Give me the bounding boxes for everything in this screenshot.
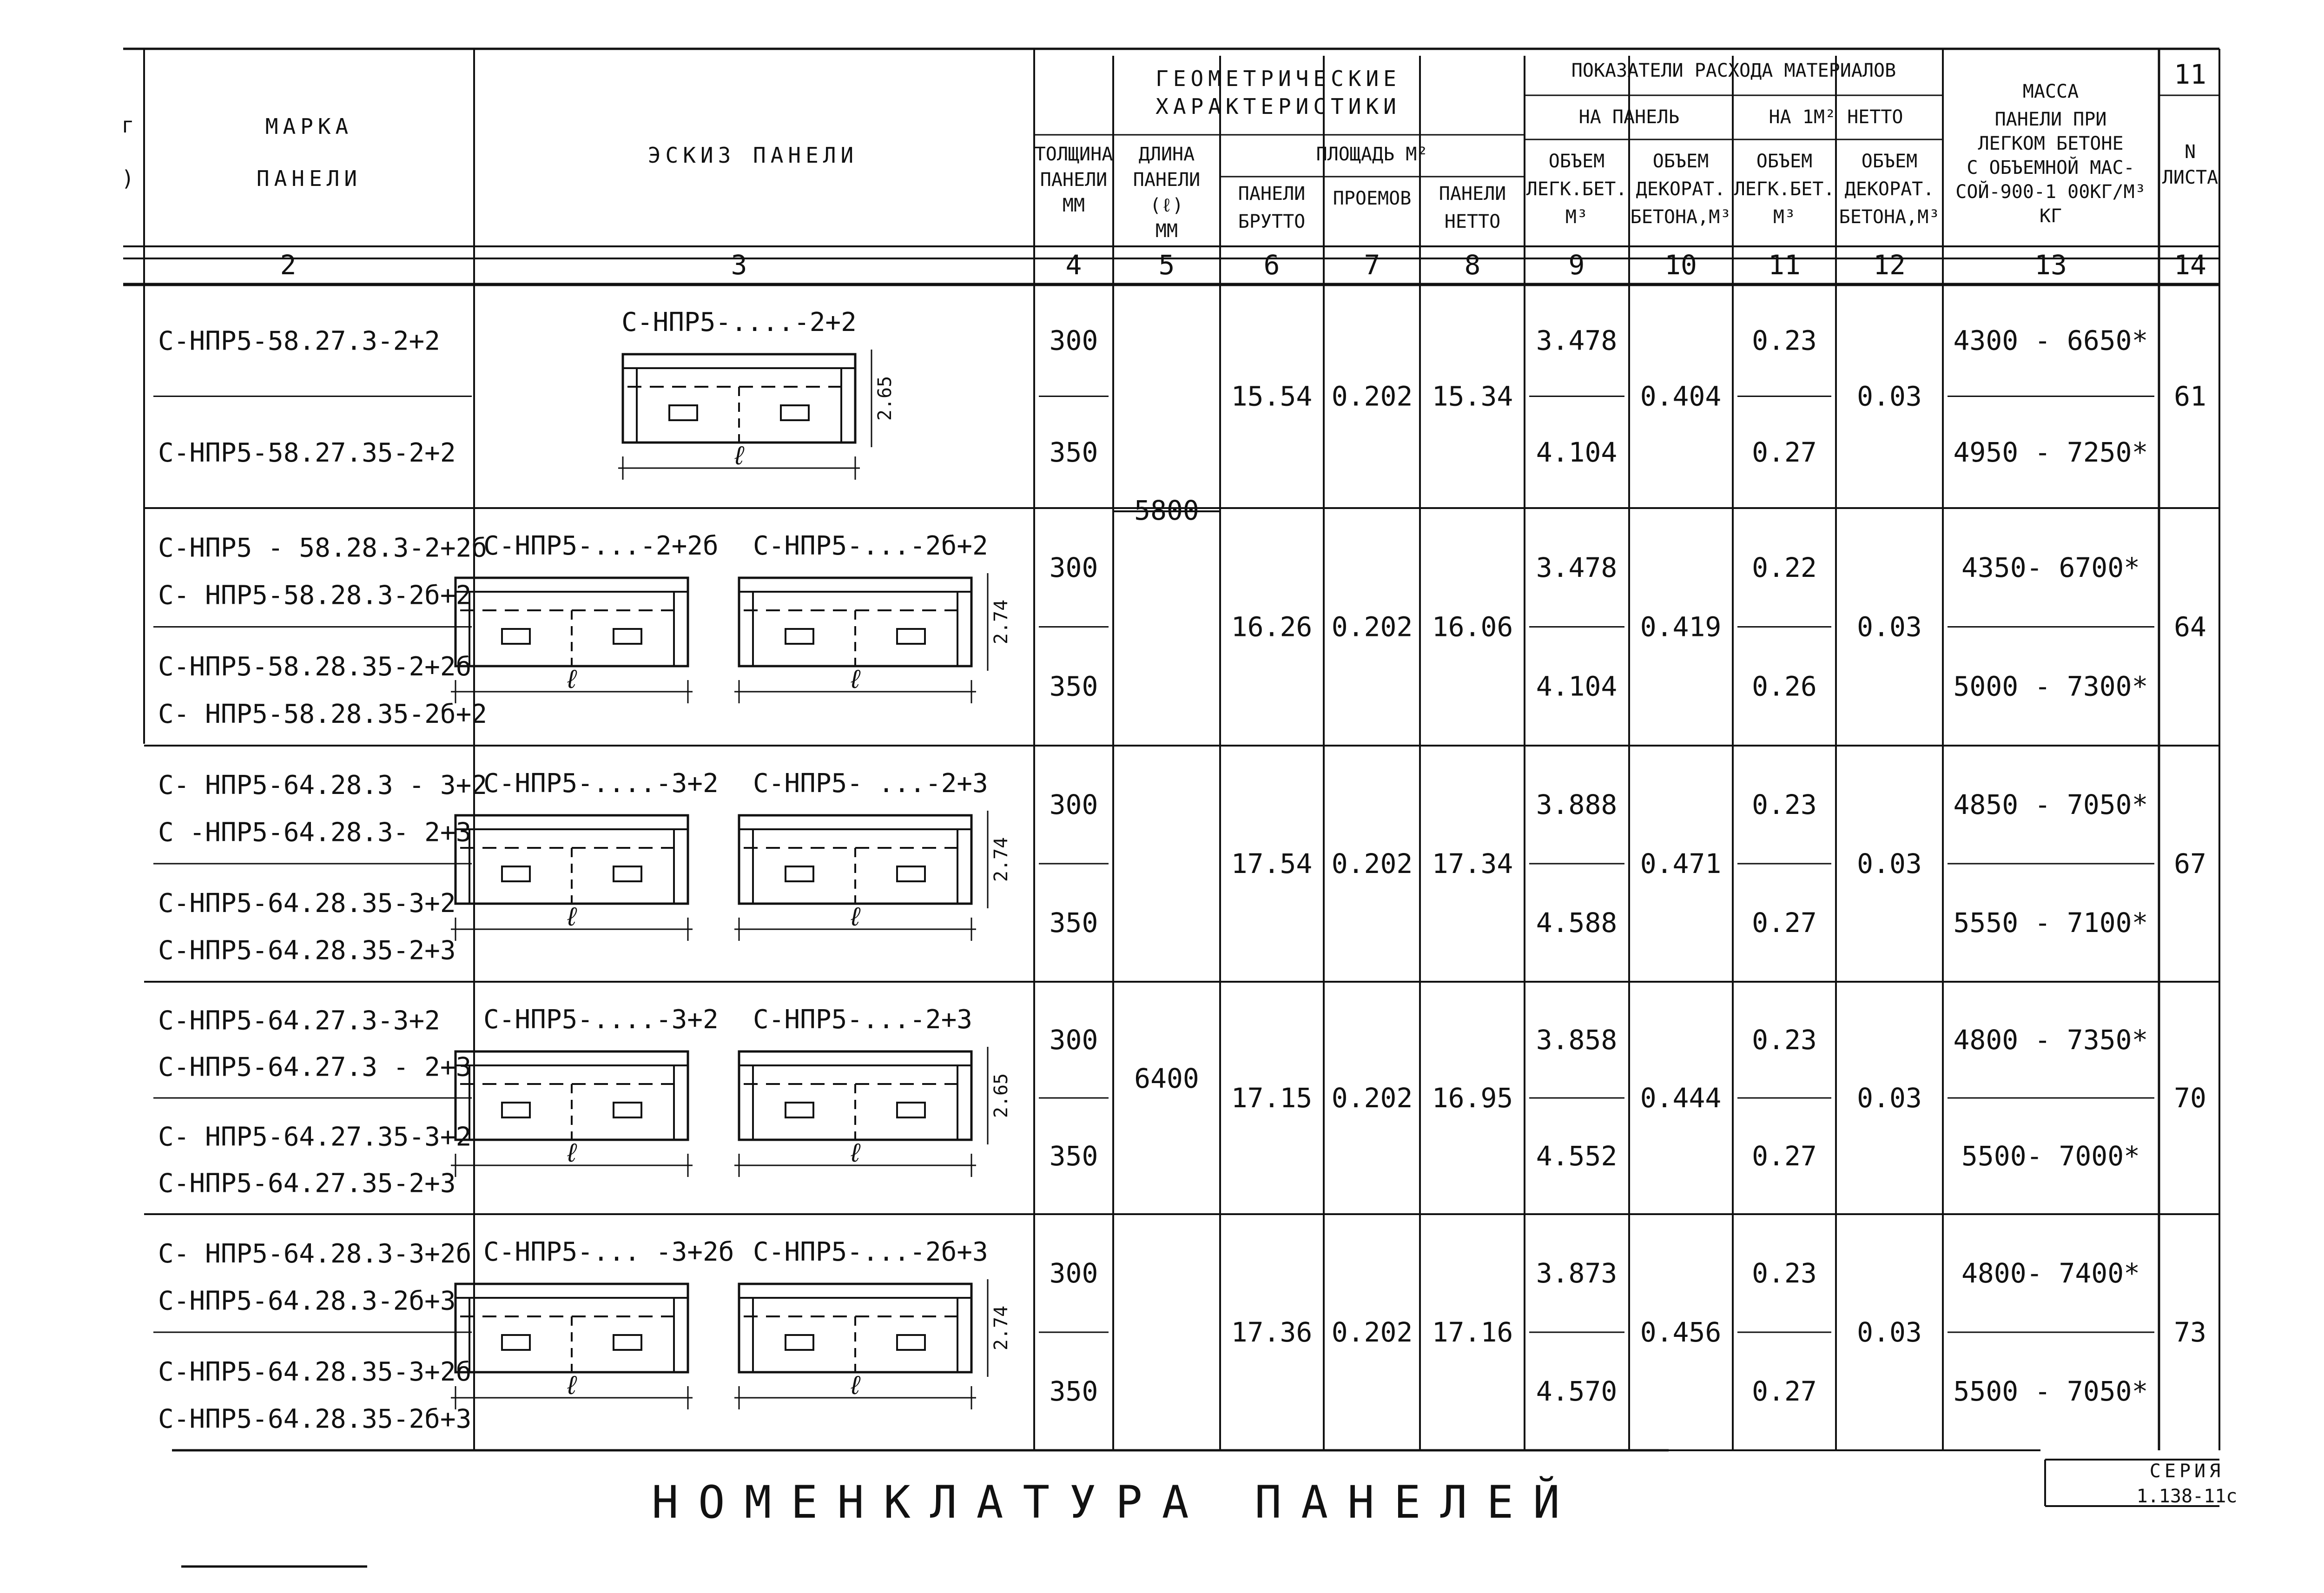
sheet-ref: 73 [2174, 1316, 2206, 1348]
vol_decor-header: ДЕКОРАТ. [1844, 178, 1934, 200]
length-header: ДЛИНА [1138, 144, 1195, 165]
sketch-label: С-НПР5-...-2б+3 [753, 1237, 988, 1267]
decor-per-panel: 0.404 [1640, 380, 1722, 412]
sheet-ref: 70 [2174, 1082, 2206, 1114]
window-opening [614, 1103, 641, 1117]
panel-mark: С- НПР5-58.28.35-2б+2 [158, 699, 488, 730]
height-dimension: 2.74 [990, 1305, 1012, 1351]
volume-per-m2: 0.23 [1752, 789, 1817, 820]
panel-mass: 5550 - 7100* [1953, 907, 2148, 939]
vol_decor-header: БЕТОНА,М³ [1839, 206, 1940, 228]
area-net: 15.34 [1432, 380, 1513, 412]
sheet-ref: 64 [2174, 611, 2206, 643]
per-m2-header: НА 1М² НЕТТО [1769, 106, 1903, 128]
net-header: ПАНЕЛИ [1439, 183, 1506, 205]
volume-per-m2: 0.27 [1752, 436, 1817, 468]
vol_decor-header: БЕТОНА,М³ [1630, 206, 1731, 228]
sketch-label: С-НПР5-...-2+2б [483, 531, 719, 561]
sheet-ref: 61 [2174, 380, 2206, 412]
panel-mass: 4950 - 7250* [1953, 436, 2148, 468]
thickness-value: 300 [1049, 551, 1098, 583]
column-number: 13 [2034, 249, 2067, 281]
per-panel-header: НА ПАНЕЛЬ [1578, 106, 1680, 128]
length-symbol: ℓ [847, 902, 863, 932]
panel-mass: 4800 - 7350* [1953, 1024, 2148, 1056]
area-openings: 0.202 [1331, 1082, 1413, 1114]
sketch-label: С-НПР5-... -3+2б [483, 1237, 734, 1267]
panel-mark: С- НПР5-64.27.35-3+2 [158, 1122, 472, 1152]
area-gross: 16.26 [1231, 611, 1313, 643]
height-dimension: 2.74 [990, 837, 1012, 882]
volume-per-panel: 3.888 [1536, 789, 1618, 820]
window-opening [502, 866, 530, 881]
window-opening [786, 866, 813, 881]
area-net: 16.06 [1432, 611, 1513, 643]
column-number: 14 [2174, 249, 2206, 281]
gross-header: БРУТТО [1238, 211, 1306, 232]
volume-per-m2: 0.23 [1752, 1024, 1817, 1056]
geom-header-2: ХАРАКТЕРИСТИКИ [1155, 94, 1401, 119]
column-number: 3 [731, 249, 747, 281]
area-net: 16.95 [1432, 1082, 1513, 1114]
panel-mass: 5500 - 7050* [1953, 1375, 2148, 1407]
vol_light-header: ОБЪЕМ [1548, 151, 1605, 172]
volume-per-panel: 4.552 [1536, 1140, 1618, 1172]
sketch-label: С-НПР5-....-3+2 [483, 768, 719, 799]
volume-per-m2: 0.23 [1752, 324, 1817, 357]
thickness-value: 300 [1049, 1257, 1098, 1289]
window-opening [502, 1103, 530, 1117]
volume-per-panel: 3.873 [1536, 1257, 1618, 1289]
volume-per-m2: 0.27 [1752, 907, 1817, 939]
sheet-ref: 67 [2174, 848, 2206, 879]
area-net: 17.34 [1432, 848, 1513, 879]
panel-mark: С-НПР5-64.27.3-3+2 [158, 1005, 440, 1036]
sheet-col-header: N [2184, 141, 2196, 163]
column-number: 4 [1065, 249, 1082, 281]
area-openings: 0.202 [1331, 1316, 1413, 1348]
decor-per-m2: 0.03 [1857, 848, 1922, 879]
window-opening [786, 629, 813, 644]
mass-header: КГ [2039, 205, 2062, 227]
panel-mark: С-НПР5-58.27.35-2+2 [158, 437, 456, 468]
length-symbol: ℓ [564, 902, 580, 932]
window-opening [897, 1335, 925, 1350]
panel-mark: С- НПР5-64.28.3-3+2б [158, 1238, 472, 1269]
panel-mark: С-НПР5-64.27.3 - 2+3 [158, 1052, 472, 1083]
panel-length: 5800 [1134, 495, 1199, 526]
vol_decor-header: ОБЪЕМ [1861, 151, 1918, 172]
decor-per-panel: 0.471 [1640, 848, 1722, 879]
volume-per-panel: 4.570 [1536, 1375, 1618, 1407]
sketch-label: С-НПР5- ...-2+3 [753, 768, 988, 799]
column-number: 6 [1263, 249, 1280, 281]
gross-header: ПАНЕЛИ [1238, 183, 1306, 205]
column-number: 9 [1568, 249, 1585, 281]
panel-mark: С-НПР5-64.28.35-2б+3 [158, 1404, 472, 1434]
vol_light-header: ЛЕГК.БЕТ. [1734, 178, 1835, 200]
window-opening [781, 405, 809, 420]
panel-mark: С-НПР5-58.28.35-2+2б [158, 651, 472, 682]
decor-per-m2: 0.03 [1857, 1082, 1922, 1114]
area-gross: 17.54 [1231, 848, 1313, 879]
mass-header: С ОБЪЕМНОЙ МАС- [1967, 157, 2135, 178]
area-header: ПЛОЩАДЬ М² [1316, 144, 1428, 165]
vol_decor-header: ДЕКОРАТ. [1636, 178, 1726, 200]
mass-header: ПАНЕЛИ ПРИ [1994, 109, 2107, 130]
window-opening [786, 1103, 813, 1117]
openings-header: ПРОЕМОВ [1333, 188, 1412, 209]
mark-header: МАРКА [265, 114, 353, 139]
length-symbol: ℓ [731, 441, 747, 471]
panel-mark: С-НПР5-58.27.3-2+2 [158, 326, 440, 357]
thickness-header: ММ [1062, 195, 1085, 216]
window-opening [614, 866, 641, 881]
length-symbol: ℓ [847, 1138, 863, 1168]
length-symbol: ℓ [564, 1370, 580, 1401]
materials-header: ПОКАЗАТЕЛИ РАСХОДА МАТЕРИАЛОВ [1571, 60, 1896, 81]
area-gross: 17.15 [1231, 1082, 1313, 1114]
sketch-header: ЭСКИЗ ПАНЕЛИ [647, 143, 858, 168]
thickness-value: 350 [1049, 907, 1098, 939]
decor-per-panel: 0.419 [1640, 611, 1722, 643]
column-number: 7 [1364, 249, 1380, 281]
panel-mark: С- НПР5-58.28.3-2б+2 [158, 580, 472, 611]
thickness-value: 350 [1049, 1375, 1098, 1407]
window-opening [614, 1335, 641, 1350]
decor-per-panel: 0.444 [1640, 1082, 1722, 1114]
decor-per-m2: 0.03 [1857, 380, 1922, 412]
mark-header-2: ПАНЕЛИ [256, 166, 362, 191]
length-symbol: ℓ [564, 664, 580, 694]
column-number: 11 [1768, 249, 1801, 281]
thickness-value: 350 [1049, 1140, 1098, 1172]
vol_decor-header: ОБЪЕМ [1652, 151, 1709, 172]
length-symbol: ℓ [847, 664, 863, 694]
vol_light-header: ОБЪЕМ [1756, 151, 1813, 172]
sketch-label: С-НПР5-...-2б+2 [753, 531, 988, 561]
series-label: СЕРИЯ [2149, 1461, 2225, 1482]
length-symbol: ℓ [564, 1138, 580, 1168]
length-header: ММ [1155, 220, 1178, 242]
window-opening [669, 405, 697, 420]
series-value: 1.138-11с [2136, 1486, 2238, 1507]
decor-per-panel: 0.456 [1640, 1316, 1722, 1348]
volume-per-m2: 0.23 [1752, 1257, 1817, 1289]
thickness-value: 350 [1049, 436, 1098, 468]
window-opening [897, 1103, 925, 1117]
area-openings: 0.202 [1331, 848, 1413, 879]
volume-per-panel: 3.858 [1536, 1024, 1618, 1056]
panel-mark: С-НПР5-64.28.35-3+2 [158, 888, 456, 919]
decor-per-m2: 0.03 [1857, 611, 1922, 643]
height-dimension: 2.65 [990, 1073, 1012, 1118]
volume-per-m2: 0.22 [1752, 551, 1817, 583]
vol_light-header: М³ [1773, 206, 1796, 228]
length-symbol: ℓ [847, 1370, 863, 1401]
volume-per-m2: 0.27 [1752, 1375, 1817, 1407]
volume-per-panel: 4.104 [1536, 436, 1618, 468]
window-opening [502, 629, 530, 644]
geom-header: ГЕОМЕТРИЧЕСКИЕ [1155, 66, 1401, 91]
volume-per-m2: 0.26 [1752, 670, 1817, 702]
panel-mass: 4350- 6700* [1961, 551, 2140, 583]
panel-mass: 4300 - 6650* [1953, 324, 2148, 357]
column-number: 2 [280, 249, 297, 281]
column-number: 5 [1158, 249, 1175, 281]
panel-mass: 4800- 7400* [1961, 1257, 2140, 1289]
panel-mass: 5000 - 7300* [1953, 670, 2148, 702]
volume-per-panel: 4.104 [1536, 670, 1618, 702]
column-number: 8 [1464, 249, 1481, 281]
panel-mark: С -НПР5-64.28.3- 2+3 [158, 817, 472, 848]
panel-mass: 4850 - 7050* [1953, 789, 2148, 820]
thickness-value: 300 [1049, 1024, 1098, 1056]
mass-header: МАССА [2022, 81, 2079, 102]
mass-header: ЛЕГКОМ БЕТОНЕ [1978, 133, 2124, 154]
length-header: (ℓ) [1149, 195, 1184, 216]
vol_light-header: М³ [1565, 206, 1588, 228]
volume-per-panel: 4.588 [1536, 907, 1618, 939]
cut-char-2: ) [121, 166, 139, 191]
height-dimension: 2.65 [874, 376, 896, 421]
column-number: 12 [1873, 249, 1906, 281]
sheet-col-header: ЛИСТА [2162, 167, 2218, 188]
area-net: 17.16 [1432, 1316, 1513, 1348]
table-text [121, 59, 2237, 1528]
panel-mark: С-НПР5-64.28.3-2б+3 [158, 1286, 456, 1316]
panel-mark: С-НПР5 - 58.28.3-2+2б [158, 533, 488, 563]
volume-per-m2: 0.27 [1752, 1140, 1817, 1172]
column-number: 10 [1664, 249, 1697, 281]
area-openings: 0.202 [1331, 611, 1413, 643]
sketch-label: С-НПР5-....-3+2 [483, 1005, 719, 1035]
area-gross: 17.36 [1231, 1316, 1313, 1348]
cut-char: г [121, 112, 139, 138]
sketch-label: С-НПР5-...-2+3 [753, 1005, 973, 1035]
drawing-title: НОМЕНКЛАТУРА ПАНЕЛЕЙ [652, 1476, 1579, 1528]
vol_light-header: ЛЕГК.БЕТ. [1526, 178, 1627, 200]
panel-mass: 5500- 7000* [1961, 1140, 2140, 1172]
panel-length: 6400 [1134, 1063, 1199, 1094]
volume-per-panel: 3.478 [1536, 551, 1618, 583]
panel-mark: С-НПР5-64.28.35-3+2б [158, 1356, 472, 1387]
height-dimension: 2.74 [990, 599, 1012, 645]
volume-per-panel: 3.478 [1536, 324, 1618, 357]
decor-per-m2: 0.03 [1857, 1316, 1922, 1348]
window-opening [786, 1335, 813, 1350]
window-opening [897, 629, 925, 644]
thickness-value: 350 [1049, 670, 1098, 702]
mass-header: СОЙ-900-1 00КГ/М³ [1955, 181, 2146, 203]
area-gross: 15.54 [1231, 380, 1313, 412]
panel-mark: С- НПР5-64.28.3 - 3+2 [158, 770, 488, 800]
sheet-number: 11 [2174, 59, 2206, 90]
thickness-header: ПАНЕЛИ [1040, 169, 1108, 191]
area-openings: 0.202 [1331, 380, 1413, 412]
thickness-value: 300 [1049, 789, 1098, 820]
thickness-header: ТОЛЩИНА [1034, 144, 1113, 165]
window-opening [502, 1335, 530, 1350]
net-header: НЕТТО [1444, 211, 1501, 232]
panel-mark: С-НПР5-64.27.35-2+3 [158, 1168, 456, 1199]
thickness-value: 300 [1049, 324, 1098, 357]
sketch-label: С-НПР5-....-2+2 [621, 307, 857, 337]
panel-mark: С-НПР5-64.28.35-2+3 [158, 935, 456, 966]
window-opening [614, 629, 641, 644]
window-opening [897, 866, 925, 881]
length-header: ПАНЕЛИ [1133, 169, 1201, 191]
